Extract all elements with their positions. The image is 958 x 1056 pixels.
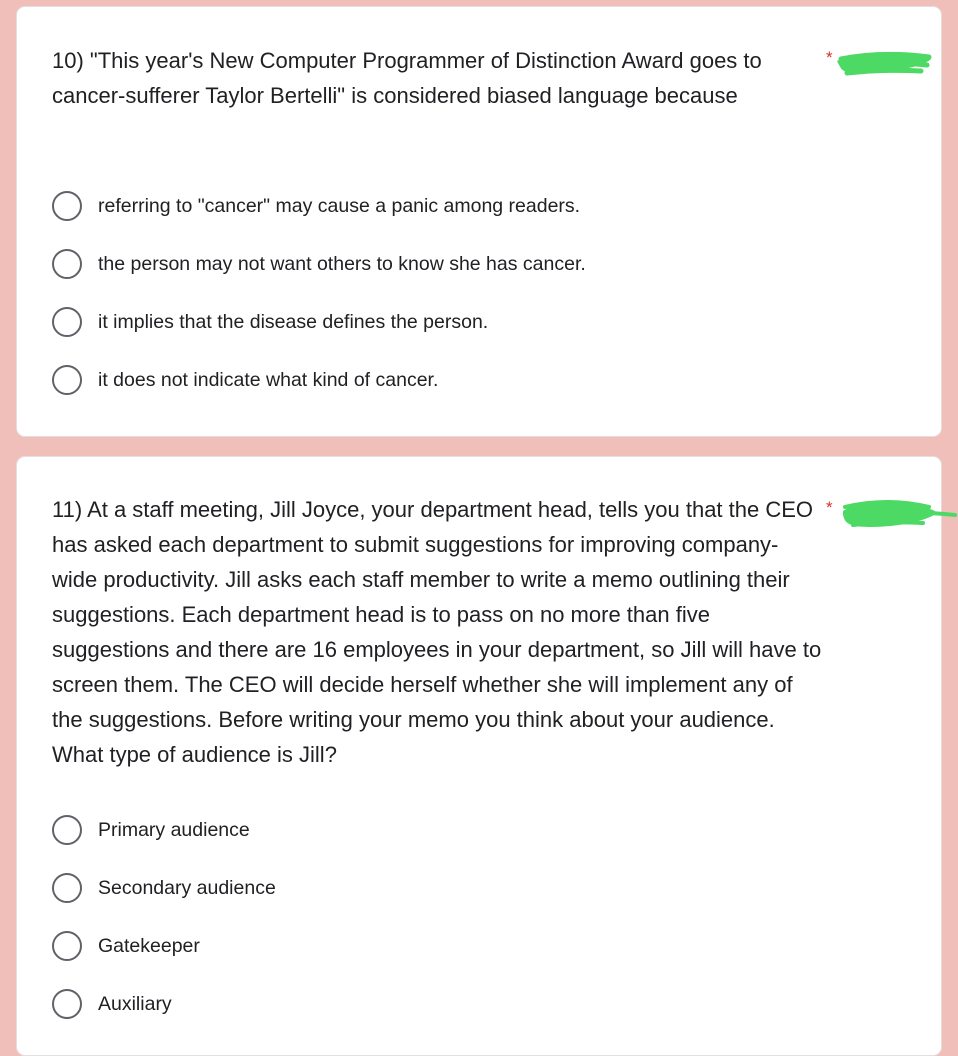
option-label: it implies that the disease defines the person. [98, 310, 489, 333]
radio-button[interactable] [52, 931, 82, 961]
radio-button[interactable] [52, 365, 82, 395]
answer-option[interactable] [52, 859, 921, 917]
required-asterisk: * [826, 498, 833, 517]
redaction-scribble [833, 47, 943, 81]
option-label: it does not indicate what kind of cancer. [98, 368, 439, 391]
required-asterisk: * [826, 48, 833, 67]
question-text: 11) At a staff meeting, Jill Joyce, your department head, tells you that the CEO has asked each department to submit suggestions for improving company-wide productivity. Jill asks each staff member to write a memo outlining their suggestions. Each department head is to pass on no more than five suggestions and there are 16 employees in your department, so Jill will have to screen them. The CEO will decide herself whether she will implement any of the suggestions. Before writing your memo you think about your audience. What type of audience is Jill? [52, 497, 822, 767]
answer-option[interactable] [52, 235, 921, 293]
radio-button[interactable] [52, 307, 82, 337]
option-label: Gatekeeper [98, 934, 200, 957]
option-label: Primary audience [98, 818, 250, 841]
answer-option[interactable] [52, 293, 921, 351]
option-label: the person may not want others to know she has cancer. [98, 252, 586, 275]
answer-option[interactable] [52, 801, 921, 859]
option-label: referring to "cancer" may cause a panic among readers. [98, 194, 581, 217]
answer-option[interactable] [52, 917, 921, 975]
answer-option[interactable] [52, 351, 921, 409]
option-label: Secondary audience [98, 876, 276, 899]
question-text: 10) "This year's New Computer Programmer of Distinction Award goes to cancer-sufferer Taylor Bertelli" is considered biased language because [52, 48, 762, 108]
answer-option[interactable] [52, 975, 921, 1033]
redaction-scribble [837, 495, 957, 535]
question-card-10 [16, 6, 942, 437]
radio-button[interactable] [52, 873, 82, 903]
answer-option[interactable] [52, 177, 921, 235]
radio-button[interactable] [52, 815, 82, 845]
radio-button[interactable] [52, 249, 82, 279]
answer-options [52, 801, 921, 1033]
option-label: Auxiliary [98, 992, 172, 1015]
radio-button[interactable] [52, 989, 82, 1019]
question-card-11 [16, 456, 942, 1056]
radio-button[interactable] [52, 191, 82, 221]
answer-options [52, 177, 921, 409]
